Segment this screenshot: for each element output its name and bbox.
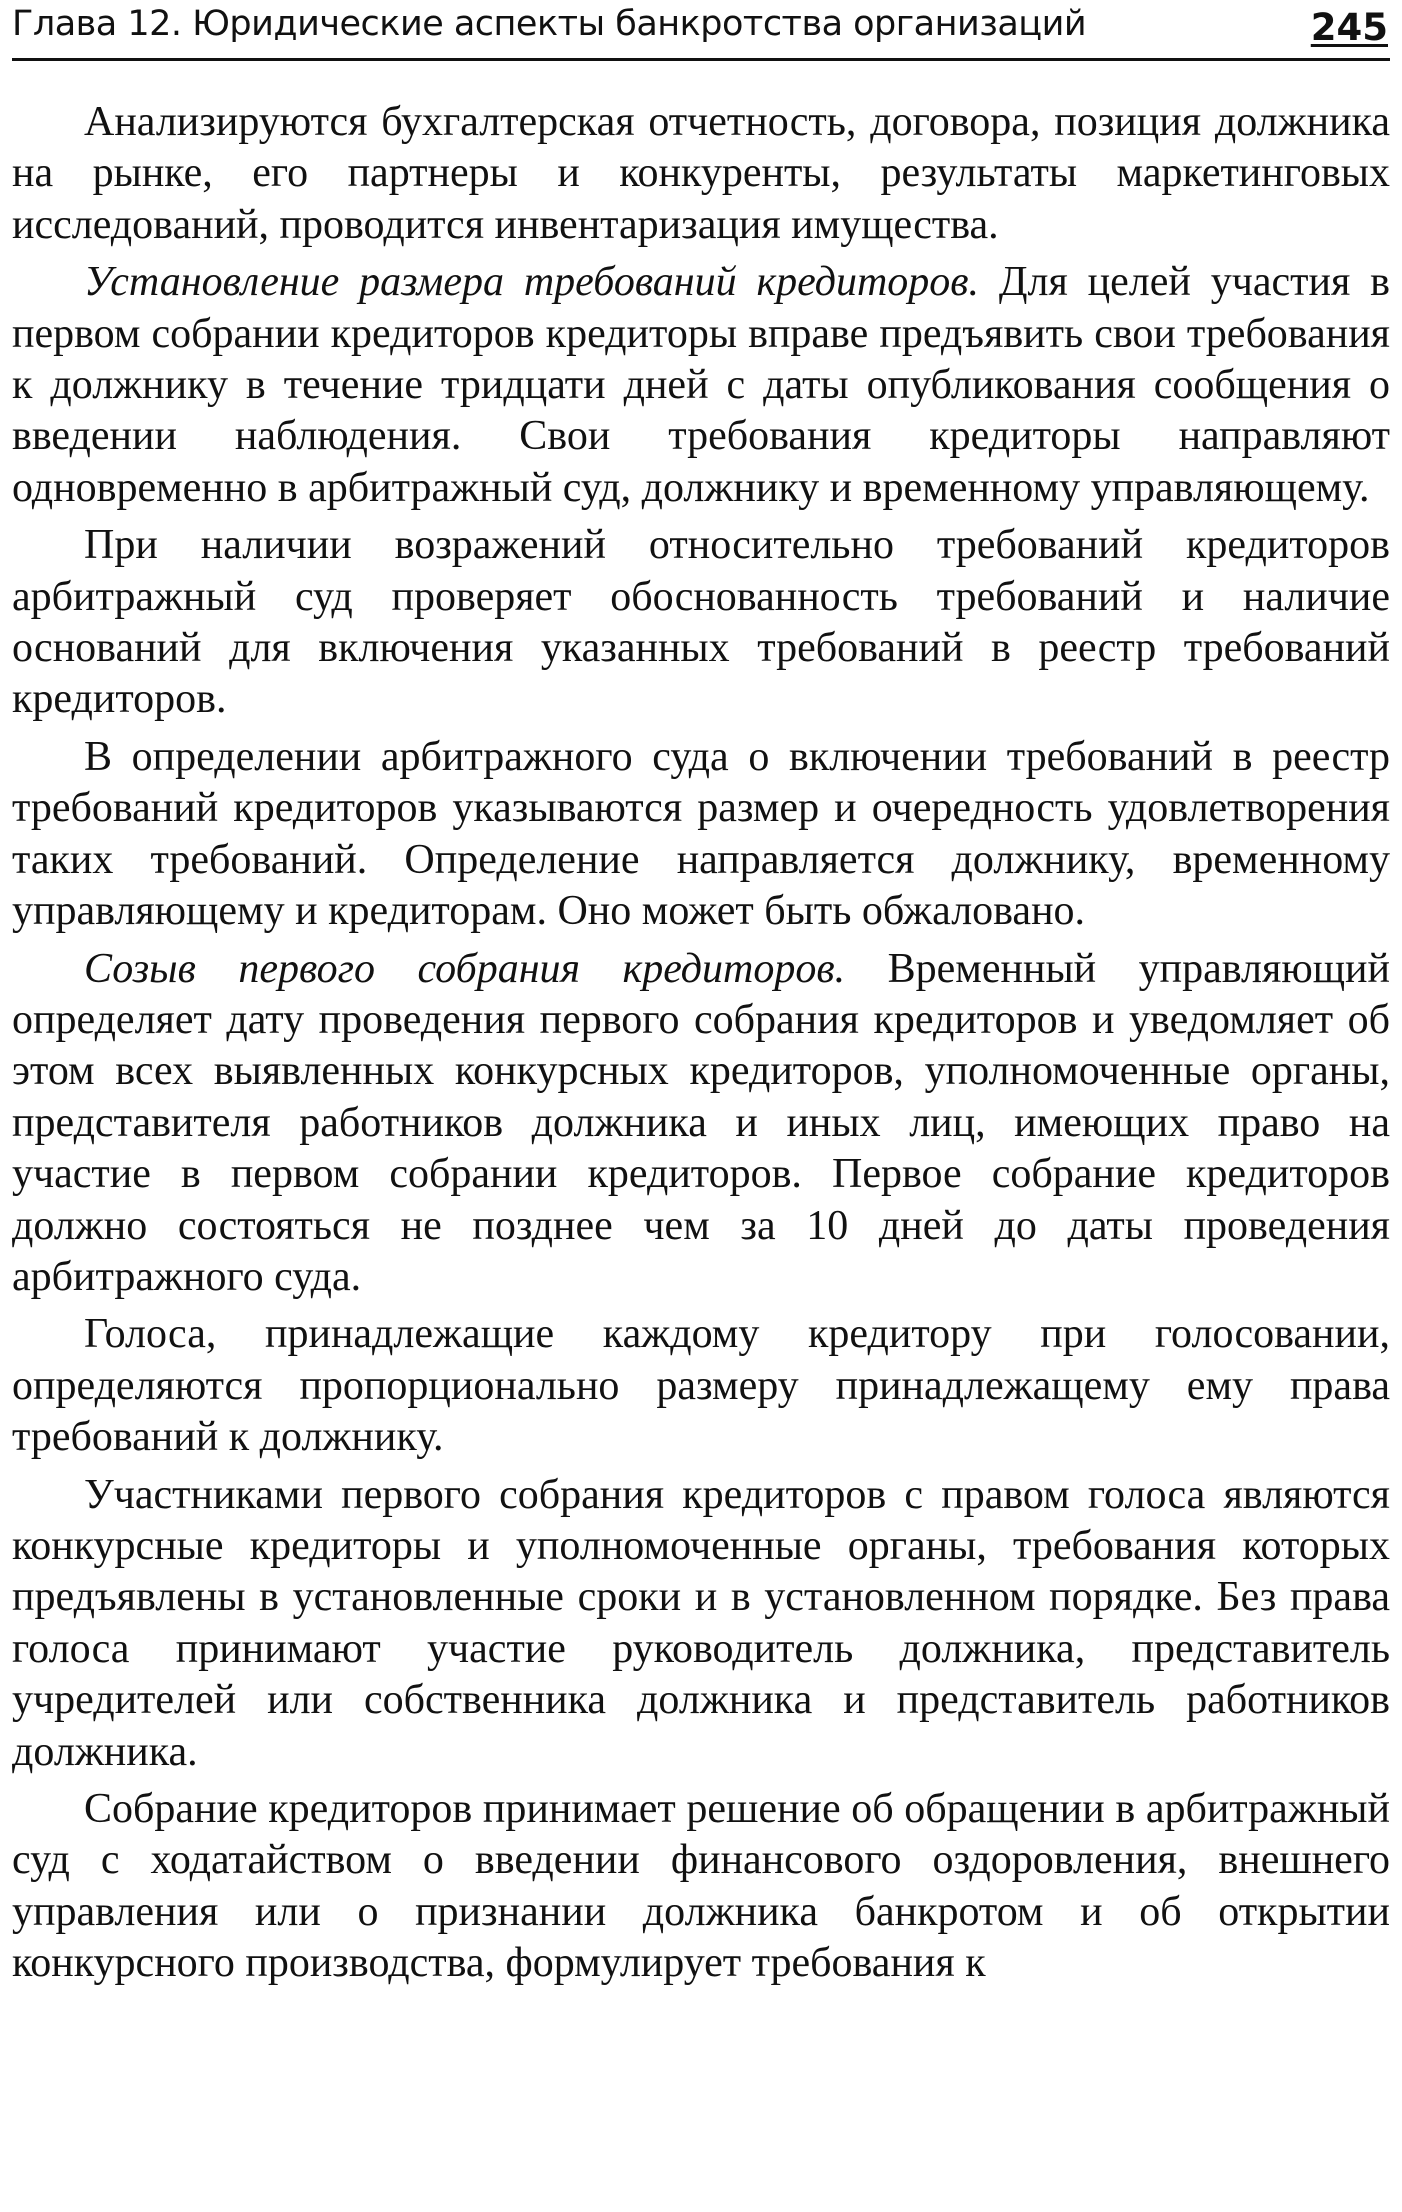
book-page [12, 0, 1390, 2212]
paragraph-text: При наличии возражений относительно требований кредиторов арбитражный суд проверяет обоснованность требований и наличие оснований для включения указанных требований в реестр требований кредиторов. [12, 522, 1390, 723]
paragraph-lead-heading: Установление размера требований кредиторов. [84, 259, 980, 306]
paragraph [12, 97, 1390, 251]
body-text [12, 97, 1390, 1996]
paragraph-text: Временный управляющий определяет дату проведения первого собрания кредиторов и уведомляет об этом всех выявленных конкурсных кредиторов, уполномоченные органы, представителя работников должника и иных лиц, имеющих право на участие в первом собрании кредиторов. Первое собрание кредиторов должно состояться не позднее чем за 10 дней до даты проведения арбитражного суда. [12, 945, 1390, 1300]
chapter-title: Глава 12. Юридические аспекты банкротства организаций [12, 4, 1087, 44]
paragraph [12, 257, 1390, 514]
paragraph [12, 520, 1390, 726]
paragraph-text: В определении арбитражного суда о включении требований в реестр требований кредиторов указываются размер и очередность удовлетворения таких требований. Определение направляется должнику, временному управляющему и кредиторам. Оно может быть обжаловано. [12, 733, 1390, 935]
paragraph-text: Голоса, принадлежащие каждому кредитору при голосовании, определяются пропорционально размеру принадлежащему ему права требований к должнику. [12, 1311, 1390, 1461]
paragraph-text: Для целей участия в первом собрании кредиторов кредиторы вправе предъявить свои требования к должнику в течение тридцати дней с даты опубликования сообщения о введении наблюдения. Свои требования кредиторы направляют одновременно в арбитражный суд, должнику и временному управляющему. [12, 259, 1390, 511]
running-header [12, 0, 1390, 61]
paragraph [12, 1309, 1390, 1463]
paragraph-text: Анализируются бухгалтерская отчетность, договора, позиция должника на рынке, его партнеры и конкуренты, результаты маркетинговых исследований, проводится инвентаризация имущества. [12, 99, 1390, 248]
paragraph [12, 1784, 1390, 1990]
paragraph [12, 944, 1390, 1304]
paragraph [12, 732, 1390, 938]
paragraph-text: Участниками первого собрания кредиторов с правом голоса являются конкурсные кредиторы и уполномоченные органы, требования которых предъявлены в установленные сроки и в установленном порядке. Без права голоса принимают участие руководитель должника, представитель учредителей или собственника должника и представитель работников должника. [12, 1471, 1390, 1775]
paragraph-text: Собрание кредиторов принимает решение об обращении в арбитражный суд с ходатайством о введении финансового оздоровления, внешнего управления или о признании должника банкротом и об открытии конкурсного производства, формулирует требования к [12, 1786, 1390, 1987]
paragraph [12, 1470, 1390, 1778]
paragraph-lead-heading: Созыв первого собрания кредиторов. [84, 945, 846, 992]
page-number: 245 [1310, 6, 1388, 49]
